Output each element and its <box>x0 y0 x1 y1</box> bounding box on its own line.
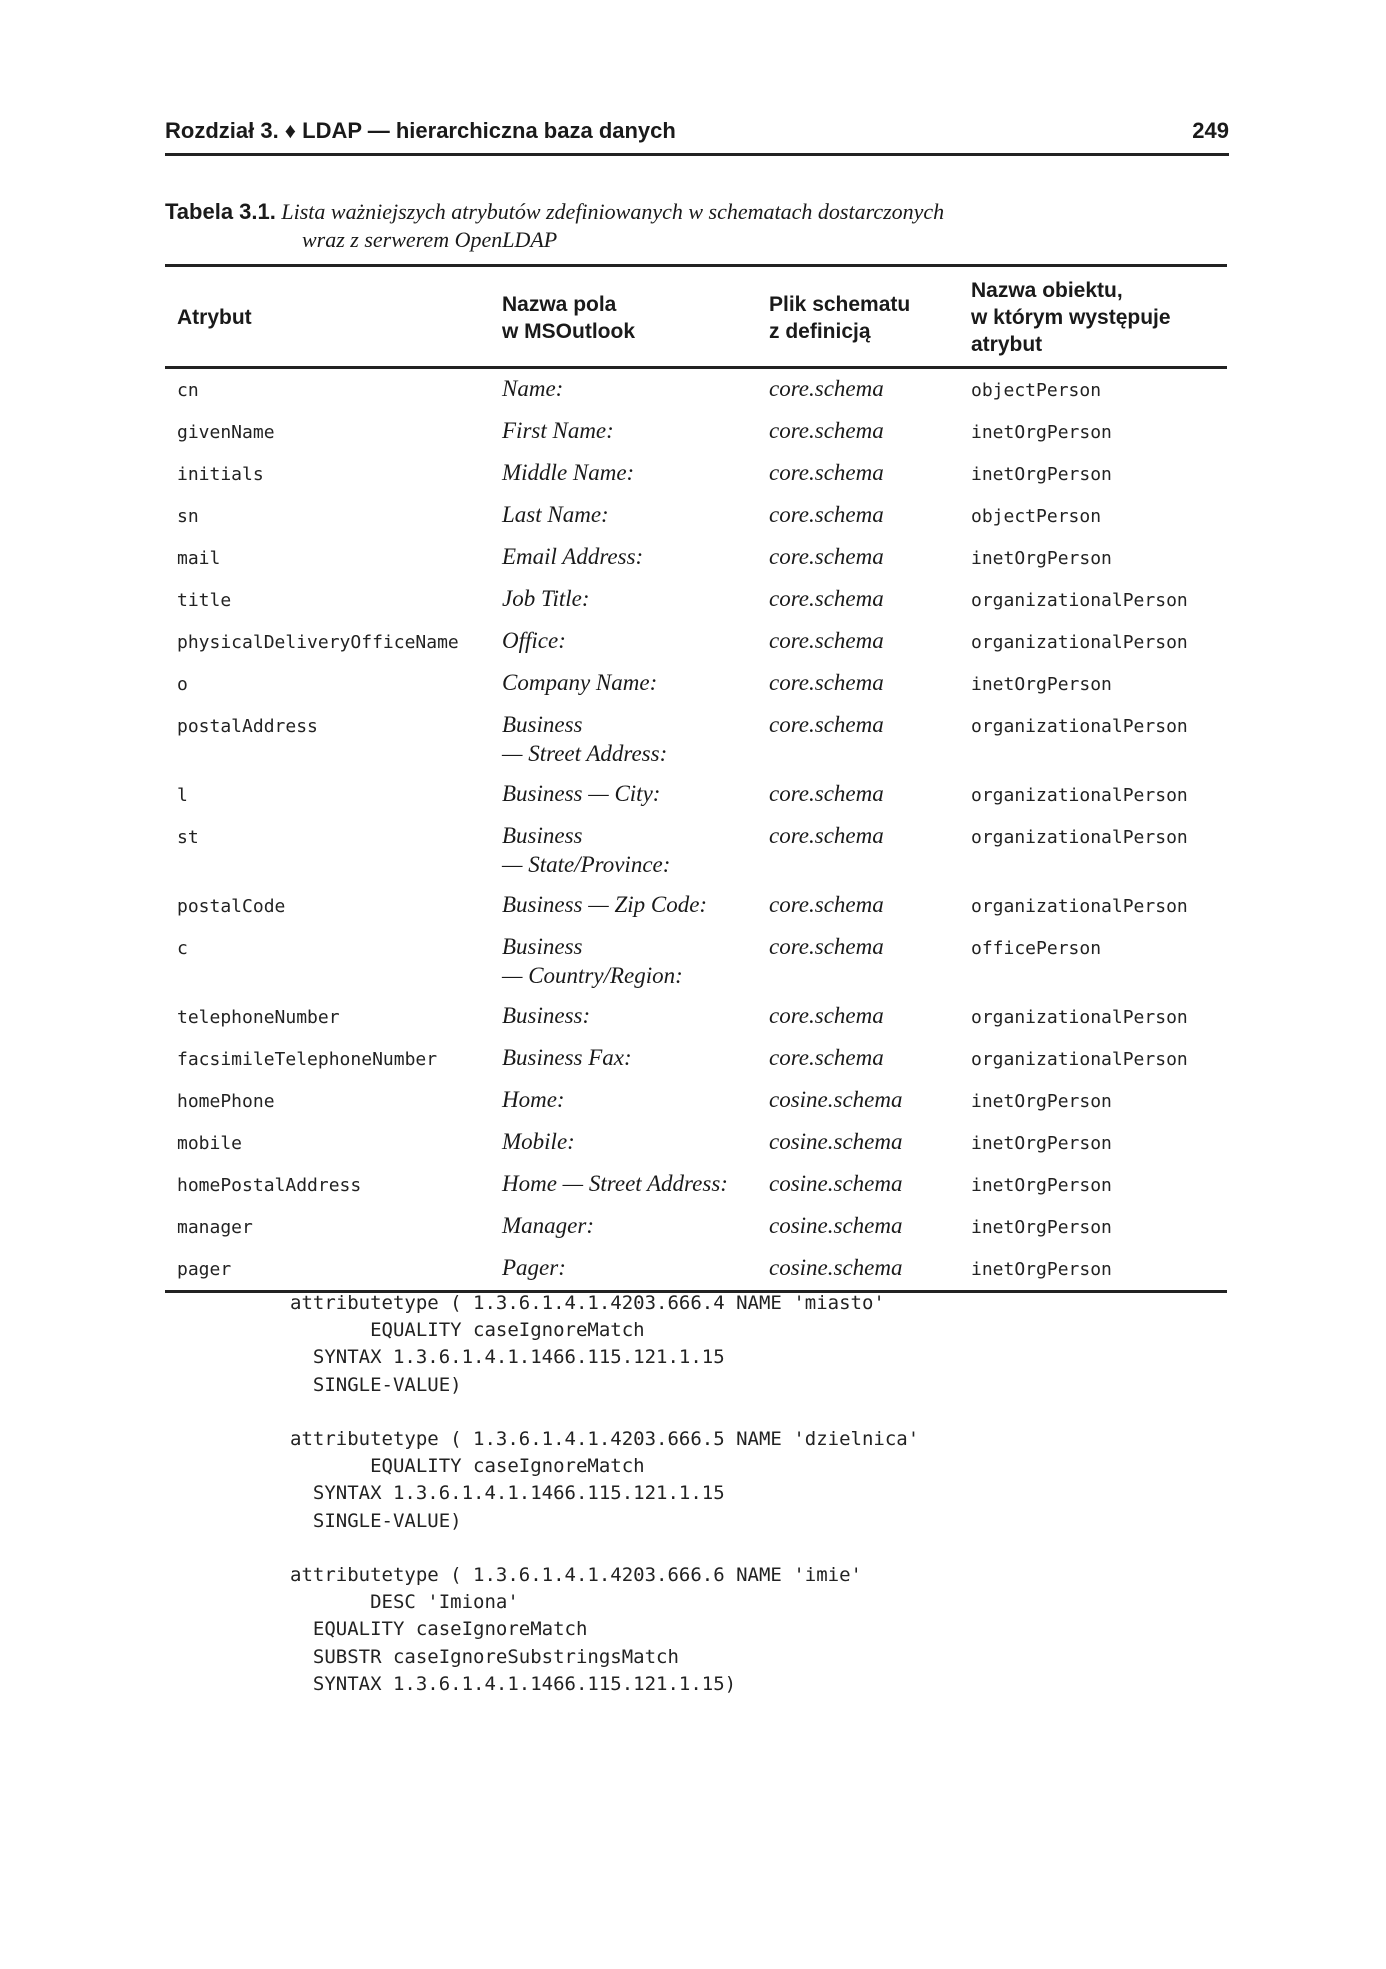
table-row <box>165 705 1227 774</box>
outlook-field-line: Business Fax: <box>502 1045 632 1070</box>
object-name-cell: inetOrgPerson <box>971 422 1112 443</box>
table-row <box>165 1206 1227 1248</box>
chapter-title: Rozdział 3. ♦ LDAP — hierarchiczna baza danych <box>165 118 676 143</box>
table-row <box>165 1248 1227 1292</box>
schema-file-cell: core.schema <box>769 934 884 959</box>
attribute-cell: st <box>177 827 199 848</box>
attribute-cell: c <box>177 938 188 959</box>
table-row <box>165 1080 1227 1122</box>
schema-file-cell: core.schema <box>769 1003 884 1028</box>
table-row <box>165 774 1227 816</box>
code-listing: attributetype ( 1.3.6.1.4.1.4203.666.4 NAME 'miasto' EQUALITY caseIgnoreMatch SYNTAX 1.3.6.1.4.1.1466.115.121.1.15 SINGLE-VALUE) attributetype ( 1.3.6.1.4.1.4203.666.5 NAME 'dzielnica' EQUALITY caseIgnoreMatch SYNTAX 1.3.6.1.4.1.1466.115.121.1.15 SINGLE-VALUE) attributetype ( 1.3.6.1.4.1.4203.666.6 NAME 'imie' DESC 'Imiona' EQUALITY caseIgnoreMatch SUBSTR caseIgnoreSubstringsMatch SYNTAX 1.3.6.1.4.1.1466.115.121.1.15) <box>290 1292 920 1695</box>
object-name-cell: inetOrgPerson <box>971 1217 1112 1238</box>
attribute-cell: pager <box>177 1259 232 1280</box>
attribute-cell: o <box>177 674 188 695</box>
outlook-field-line: Job Title: <box>502 586 590 611</box>
header-outlook-field: Nazwa pola w MSOutlook <box>490 266 757 368</box>
object-name-cell: inetOrgPerson <box>971 674 1112 695</box>
object-name-cell: organizationalPerson <box>971 716 1188 737</box>
attribute-cell: telephoneNumber <box>177 1007 340 1028</box>
attribute-cell: manager <box>177 1217 253 1238</box>
table-row <box>165 1164 1227 1206</box>
object-name-cell: objectPerson <box>971 506 1102 527</box>
outlook-field-cell <box>490 537 757 579</box>
schema-file-cell: core.schema <box>769 712 884 737</box>
table-header-row <box>165 266 1227 368</box>
outlook-field-cell <box>490 368 757 412</box>
attribute-cell: homePhone <box>177 1091 275 1112</box>
outlook-field-cell <box>490 1164 757 1206</box>
schema-file-cell: core.schema <box>769 1045 884 1070</box>
schema-file-cell: core.schema <box>769 781 884 806</box>
outlook-field-cell <box>490 411 757 453</box>
outlook-field-cell <box>490 1206 757 1248</box>
page-header <box>165 118 1229 156</box>
outlook-field-line: Business <box>502 823 583 848</box>
table-row <box>165 927 1227 996</box>
outlook-field-cell <box>490 996 757 1038</box>
outlook-field-cell <box>490 1248 757 1292</box>
header-attribute: Atrybut <box>165 266 490 368</box>
page-number: 249 <box>1192 118 1229 143</box>
outlook-field-cell <box>490 1080 757 1122</box>
schema-file-cell: cosine.schema <box>769 1087 903 1112</box>
attribute-cell: homePostalAddress <box>177 1175 362 1196</box>
attribute-cell: initials <box>177 464 264 485</box>
object-name-cell: inetOrgPerson <box>971 1133 1112 1154</box>
outlook-field-line: — Street Address: <box>502 741 668 766</box>
object-name-cell: organizationalPerson <box>971 896 1188 917</box>
outlook-field-line: Home — Street Address: <box>502 1171 728 1196</box>
attribute-cell: postalAddress <box>177 716 318 737</box>
object-name-cell: inetOrgPerson <box>971 1091 1112 1112</box>
object-name-cell: officePerson <box>971 938 1102 959</box>
attribute-cell: mobile <box>177 1133 243 1154</box>
outlook-field-cell <box>490 1038 757 1080</box>
attribute-cell: facsimileTelephoneNumber <box>177 1049 438 1070</box>
object-name-cell: organizationalPerson <box>971 1049 1188 1070</box>
table-caption <box>165 198 1229 254</box>
table-row <box>165 495 1227 537</box>
table-row <box>165 885 1227 927</box>
caption-text-line1: Lista ważniejszych atrybutów zdefiniowanych w schematach dostarczonych <box>281 199 945 224</box>
caption-label: Tabela 3.1. <box>165 199 276 224</box>
object-name-cell: organizationalPerson <box>971 827 1188 848</box>
table-row <box>165 816 1227 885</box>
table-row <box>165 453 1227 495</box>
outlook-field-cell <box>490 816 757 885</box>
header-schema-file: Plik schematu z definicją <box>757 266 959 368</box>
table-row <box>165 537 1227 579</box>
schema-file-cell: core.schema <box>769 586 884 611</box>
object-name-cell: organizationalPerson <box>971 632 1188 653</box>
object-name-cell: inetOrgPerson <box>971 548 1112 569</box>
table-row <box>165 663 1227 705</box>
attribute-table <box>165 264 1227 1293</box>
outlook-field-cell <box>490 579 757 621</box>
object-name-cell: organizationalPerson <box>971 785 1188 806</box>
schema-file-cell: cosine.schema <box>769 1129 903 1154</box>
outlook-field-line: Manager: <box>502 1213 594 1238</box>
schema-file-cell: core.schema <box>769 670 884 695</box>
table-row <box>165 368 1227 412</box>
outlook-field-line: Pager: <box>502 1255 566 1280</box>
attribute-cell: l <box>177 785 188 806</box>
schema-file-cell: core.schema <box>769 502 884 527</box>
outlook-field-line: Email Address: <box>502 544 644 569</box>
object-name-cell: objectPerson <box>971 380 1102 401</box>
attribute-cell: cn <box>177 380 199 401</box>
object-name-cell: inetOrgPerson <box>971 464 1112 485</box>
outlook-field-cell <box>490 1122 757 1164</box>
table-row <box>165 621 1227 663</box>
table-body <box>165 368 1227 1292</box>
schema-file-cell: cosine.schema <box>769 1255 903 1280</box>
outlook-field-cell <box>490 495 757 537</box>
outlook-field-line: Mobile: <box>502 1129 575 1154</box>
outlook-field-cell <box>490 705 757 774</box>
outlook-field-line: Business — City: <box>502 781 661 806</box>
table-row <box>165 411 1227 453</box>
schema-file-cell: cosine.schema <box>769 1213 903 1238</box>
schema-file-cell: core.schema <box>769 376 884 401</box>
attribute-cell: physicalDeliveryOfficeName <box>177 632 459 653</box>
object-name-cell: organizationalPerson <box>971 1007 1188 1028</box>
outlook-field-cell <box>490 885 757 927</box>
outlook-field-cell <box>490 927 757 996</box>
schema-file-cell: cosine.schema <box>769 1171 903 1196</box>
schema-file-cell: core.schema <box>769 892 884 917</box>
attribute-cell: postalCode <box>177 896 286 917</box>
outlook-field-line: Office: <box>502 628 566 653</box>
outlook-field-cell <box>490 621 757 663</box>
attribute-cell: givenName <box>177 422 275 443</box>
schema-file-cell: core.schema <box>769 823 884 848</box>
attribute-cell: mail <box>177 548 221 569</box>
outlook-field-line: Business <box>502 712 583 737</box>
outlook-field-line: Home: <box>502 1087 565 1112</box>
outlook-field-line: Business: <box>502 1003 591 1028</box>
object-name-cell: organizationalPerson <box>971 590 1188 611</box>
outlook-field-line: Business — Zip Code: <box>502 892 708 917</box>
outlook-field-line: Name: <box>502 376 564 401</box>
outlook-field-line: Company Name: <box>502 670 658 695</box>
schema-file-cell: core.schema <box>769 628 884 653</box>
object-name-cell: inetOrgPerson <box>971 1175 1112 1196</box>
header-object-name: Nazwa obiektu, w którym występuje atrybut <box>959 266 1227 368</box>
outlook-field-line: Last Name: <box>502 502 609 527</box>
table-row <box>165 1122 1227 1164</box>
attribute-cell: title <box>177 590 232 611</box>
outlook-field-cell <box>490 774 757 816</box>
table-row <box>165 579 1227 621</box>
outlook-field-line: — Country/Region: <box>502 963 683 988</box>
table-row <box>165 996 1227 1038</box>
outlook-field-cell <box>490 663 757 705</box>
outlook-field-line: First Name: <box>502 418 614 443</box>
attribute-cell: sn <box>177 506 199 527</box>
outlook-field-line: Business <box>502 934 583 959</box>
schema-file-cell: core.schema <box>769 544 884 569</box>
outlook-field-cell <box>490 453 757 495</box>
outlook-field-line: Middle Name: <box>502 460 635 485</box>
outlook-field-line: — State/Province: <box>502 852 671 877</box>
object-name-cell: inetOrgPerson <box>971 1259 1112 1280</box>
caption-text-line2: wraz z serwerem OpenLDAP <box>302 227 558 252</box>
table-row <box>165 1038 1227 1080</box>
schema-file-cell: core.schema <box>769 418 884 443</box>
schema-file-cell: core.schema <box>769 460 884 485</box>
